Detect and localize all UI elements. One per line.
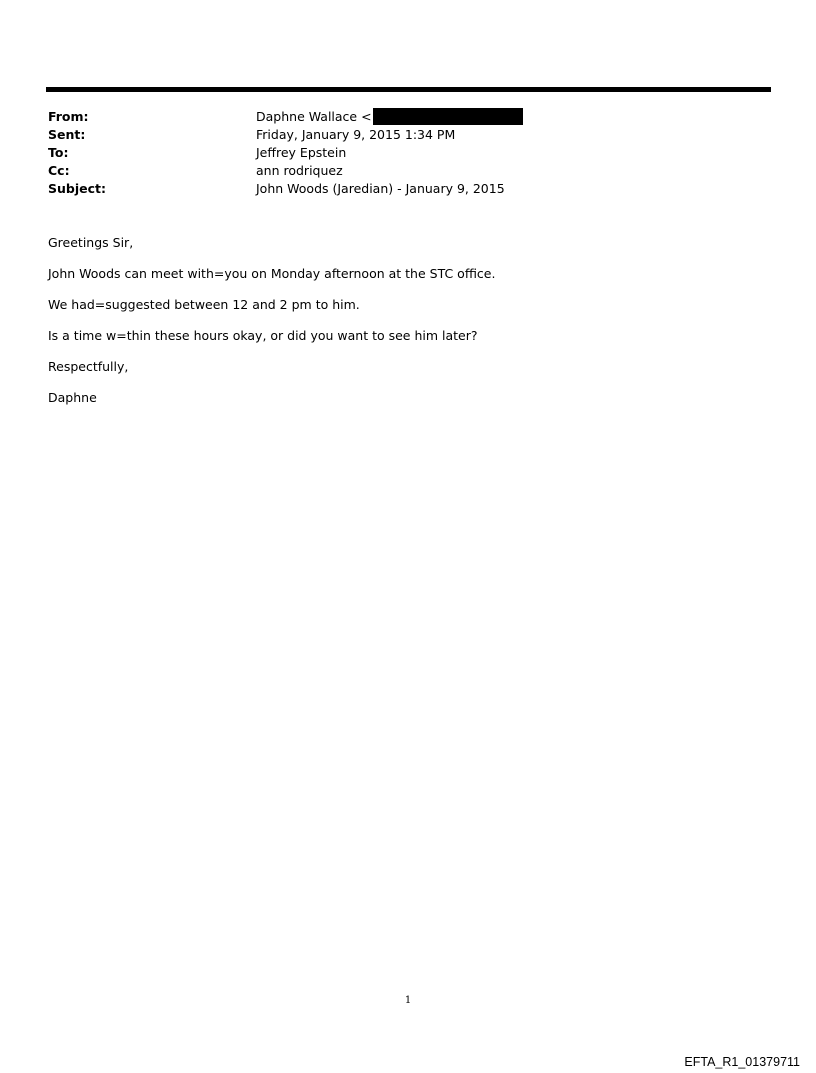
- email-body: [48, 234, 748, 420]
- document-id: EFTA_R1_01379711: [684, 1055, 800, 1069]
- subject-label: Subject:: [48, 181, 106, 196]
- cc-value: ann rodriquez: [256, 163, 343, 178]
- body-paragraph: Is a time w=thin these hours okay, or did you want to see him later?: [48, 328, 478, 343]
- closing-paragraph: Respectfully,: [48, 359, 129, 374]
- header-divider-rule: [46, 87, 771, 92]
- body-paragraph: John Woods can meet with=you on Monday afternoon at the STC office.: [48, 266, 496, 281]
- subject-row: [48, 180, 768, 198]
- sent-label: Sent:: [48, 127, 86, 142]
- from-value: [256, 108, 523, 126]
- greeting-paragraph: Greetings Sir,: [48, 235, 134, 250]
- from-row: [48, 108, 768, 126]
- subject-value: John Woods (Jaredian) - January 9, 2015: [256, 181, 505, 196]
- body-paragraph: We had=suggested between 12 and 2 pm to him.: [48, 297, 360, 312]
- email-header: [48, 108, 768, 198]
- redaction-block: [373, 108, 523, 125]
- from-label: From:: [48, 109, 89, 124]
- to-value: Jeffrey Epstein: [256, 145, 347, 160]
- page-number: 1: [404, 995, 412, 1006]
- cc-row: [48, 162, 768, 180]
- sent-row: [48, 126, 768, 144]
- sent-value: Friday, January 9, 2015 1:34 PM: [256, 127, 456, 142]
- signature-name: Daphne: [48, 390, 97, 405]
- to-label: To:: [48, 145, 69, 160]
- from-sender-name: Daphne Wallace <: [256, 109, 372, 124]
- cc-label: Cc:: [48, 163, 70, 178]
- to-row: [48, 144, 768, 162]
